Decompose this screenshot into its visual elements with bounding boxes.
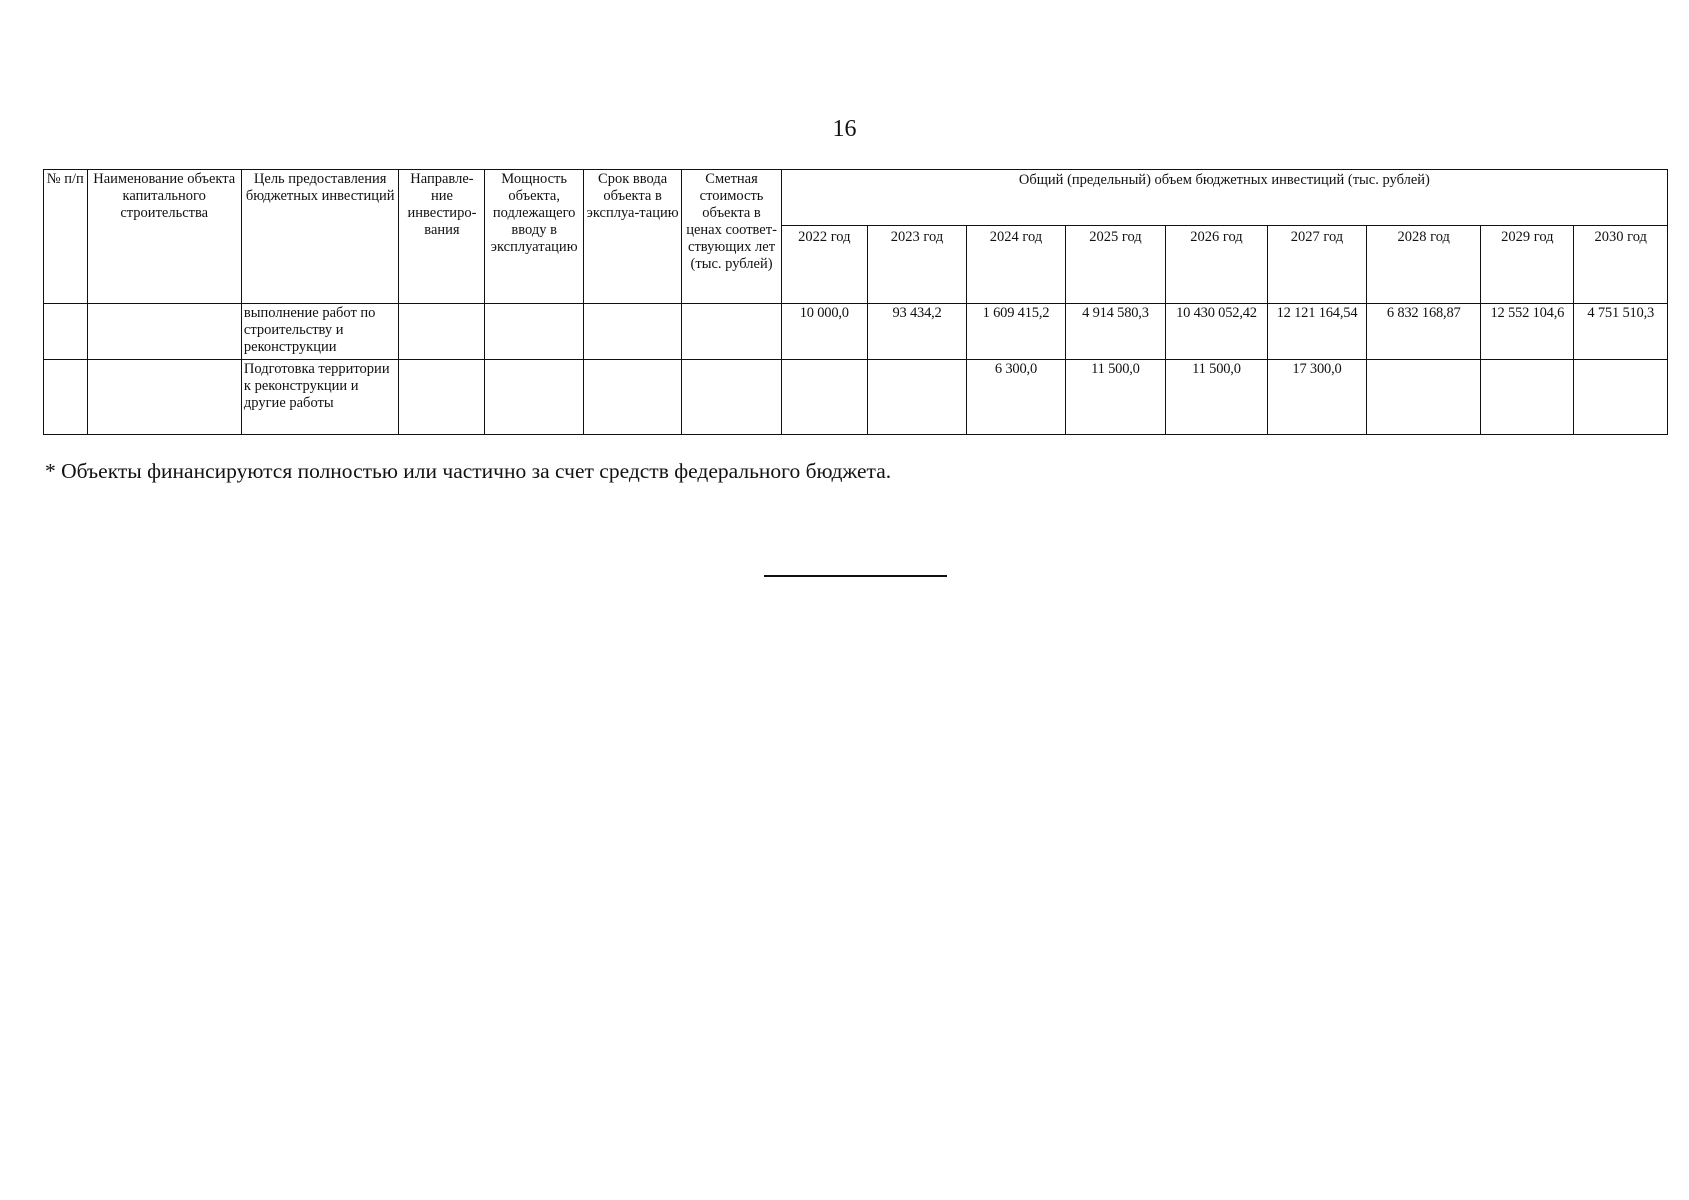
cell-value-2027: 12 121 164,54 [1267,304,1366,360]
cell-value-2026: 10 430 052,42 [1166,304,1268,360]
header-year: 2025 год [1065,226,1166,304]
table-row [44,304,1668,360]
cell-value-2025: 11 500,0 [1065,360,1166,435]
cell-value-2022 [781,360,867,435]
header-investment-group: Общий (предельный) объем бюджетных инвестиций (тыс. рублей) [781,170,1667,226]
header-year: 2028 год [1367,226,1481,304]
budget-investment-table [43,169,1668,435]
header-estimated-cost: Сметная стоимость объекта в ценах соответ-ствующих лет (тыс. рублей) [682,170,781,304]
cell-value-2022: 10 000,0 [781,304,867,360]
cell-value-2030 [1574,360,1668,435]
header-year: 2026 год [1166,226,1268,304]
cell-direction [399,304,485,360]
header-year: 2024 год [967,226,1065,304]
cell-goal: Подготовка территории к реконструкции и другие работы [241,360,399,435]
footnote: * Объекты финансируются полностью или частично за счет средств федерального бюджета. [45,459,892,483]
cell-value-2025: 4 914 580,3 [1065,304,1166,360]
cell-value-2026: 11 500,0 [1166,360,1268,435]
header-year: 2022 год [781,226,867,304]
cell-estimated-cost [682,304,781,360]
cell-value-2029: 12 552 104,6 [1481,304,1574,360]
header-object-name: Наименование объекта капитального строительства [87,170,241,304]
cell-goal: выполнение работ по строительству и реконструкции [241,304,399,360]
table-header-row [44,170,1668,226]
header-commissioning: Срок ввода объекта в эксплуа-тацию [583,170,681,304]
cell-commissioning [583,304,681,360]
cell-capacity [485,360,583,435]
cell-commissioning [583,360,681,435]
cell-estimated-cost [682,360,781,435]
cell-direction [399,360,485,435]
header-year: 2030 год [1574,226,1668,304]
header-year: 2027 год [1267,226,1366,304]
cell-value-2030: 4 751 510,3 [1574,304,1668,360]
cell-object-name [87,304,241,360]
header-goal: Цель предоставления бюджетных инвестиций [241,170,399,304]
header-year: 2029 год [1481,226,1574,304]
header-num: № п/п [44,170,88,304]
cell-num [44,360,88,435]
cell-value-2024: 6 300,0 [967,360,1065,435]
cell-num [44,304,88,360]
end-divider [764,575,947,577]
cell-value-2023: 93 434,2 [867,304,966,360]
cell-capacity [485,304,583,360]
page-number: 16 [832,116,857,142]
cell-value-2024: 1 609 415,2 [967,304,1065,360]
cell-object-name [87,360,241,435]
cell-value-2023 [867,360,966,435]
header-direction: Направле-ние инвестиро-вания [399,170,485,304]
header-capacity: Мощность объекта, подлежащего вводу в эксплуатацию [485,170,583,304]
header-year: 2023 год [867,226,966,304]
cell-value-2027: 17 300,0 [1267,360,1366,435]
cell-value-2028 [1367,360,1481,435]
cell-value-2029 [1481,360,1574,435]
cell-value-2028: 6 832 168,87 [1367,304,1481,360]
table-row [44,360,1668,435]
